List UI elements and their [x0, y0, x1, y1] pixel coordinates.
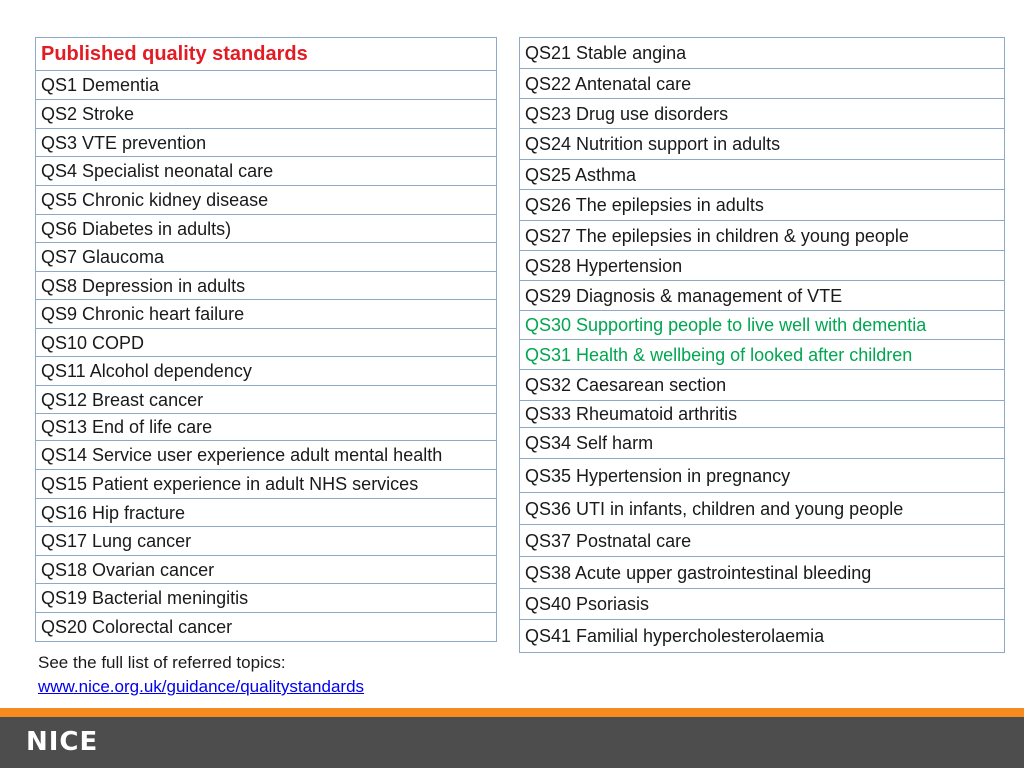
- standard-item: QS5 Chronic kidney disease: [36, 186, 497, 215]
- table-row: [36, 38, 497, 71]
- table-row: [520, 311, 1005, 340]
- standard-item: QS34 Self harm: [520, 428, 1005, 459]
- standard-item: QS15 Patient experience in adult NHS services: [36, 470, 497, 499]
- table-row: [520, 190, 1005, 221]
- standard-item: QS23 Drug use disorders: [520, 99, 1005, 129]
- table-row: [36, 243, 497, 272]
- table-row: [520, 370, 1005, 401]
- standard-item: QS21 Stable angina: [520, 38, 1005, 69]
- table-row: [520, 69, 1005, 99]
- standard-item: QS10 COPD: [36, 329, 497, 357]
- table-row: [36, 584, 497, 613]
- standard-item: QS2 Stroke: [36, 100, 497, 129]
- table-row: [36, 300, 497, 329]
- standard-item: QS35 Hypertension in pregnancy: [520, 459, 1005, 493]
- table-row: [36, 527, 497, 556]
- table-row: [36, 329, 497, 357]
- standard-item: QS1 Dementia: [36, 71, 497, 100]
- table-row: [520, 459, 1005, 493]
- standard-item: QS8 Depression in adults: [36, 272, 497, 300]
- standard-item: QS12 Breast cancer: [36, 386, 497, 414]
- standard-item: QS18 Ovarian cancer: [36, 556, 497, 584]
- published-standards-table-continued: [519, 37, 1005, 653]
- standard-item: QS16 Hip fracture: [36, 499, 497, 527]
- standard-item: QS24 Nutrition support in adults: [520, 129, 1005, 160]
- standard-item: QS37 Postnatal care: [520, 525, 1005, 557]
- orange-divider: [0, 708, 1024, 717]
- standard-item: QS7 Glaucoma: [36, 243, 497, 272]
- standard-item: QS41 Familial hypercholesterolaemia: [520, 620, 1005, 653]
- standard-item: QS28 Hypertension: [520, 251, 1005, 281]
- table-row: [520, 251, 1005, 281]
- table-row: [36, 157, 497, 186]
- table-row: [36, 272, 497, 300]
- table-row: [36, 386, 497, 414]
- table-row: [36, 556, 497, 584]
- standard-item: QS17 Lung cancer: [36, 527, 497, 556]
- standard-item: QS38 Acute upper gastrointestinal bleeding: [520, 557, 1005, 589]
- table-row: [36, 129, 497, 157]
- standard-item: QS36 UTI in infants, children and young people: [520, 493, 1005, 525]
- table-row: [520, 401, 1005, 428]
- standard-item: QS30 Supporting people to live well with dementia: [520, 311, 1005, 340]
- standard-item: QS3 VTE prevention: [36, 129, 497, 157]
- table-row: [520, 620, 1005, 653]
- table-row: [36, 71, 497, 100]
- table-row: [36, 499, 497, 527]
- standard-item: QS9 Chronic heart failure: [36, 300, 497, 329]
- table-row: [36, 441, 497, 470]
- standard-item: QS11 Alcohol dependency: [36, 357, 497, 386]
- standard-item: QS33 Rheumatoid arthritis: [520, 401, 1005, 428]
- standard-item: QS13 End of life care: [36, 414, 497, 441]
- published-standards-table: [35, 37, 497, 642]
- nice-logo: NICE: [26, 727, 99, 757]
- table-row: [520, 38, 1005, 69]
- table-row: [520, 99, 1005, 129]
- footer-bar: [0, 717, 1024, 768]
- table-row: [520, 525, 1005, 557]
- standard-item: QS32 Caesarean section: [520, 370, 1005, 401]
- standard-item: QS14 Service user experience adult mental health: [36, 441, 497, 470]
- standard-item: QS31 Health & wellbeing of looked after children: [520, 340, 1005, 370]
- standard-item: QS27 The epilepsies in children & young people: [520, 221, 1005, 251]
- table-row: [520, 557, 1005, 589]
- table-row: [36, 215, 497, 243]
- table-row: [36, 414, 497, 441]
- table-row: [520, 129, 1005, 160]
- table-row: [36, 186, 497, 215]
- footnote: [38, 651, 364, 699]
- standard-item: QS25 Asthma: [520, 160, 1005, 190]
- table-row: [520, 428, 1005, 459]
- standard-item: QS6 Diabetes in adults): [36, 215, 497, 243]
- standard-item: QS22 Antenatal care: [520, 69, 1005, 99]
- table-row: [36, 100, 497, 129]
- standard-item: QS29 Diagnosis & management of VTE: [520, 281, 1005, 311]
- standard-item: QS19 Bacterial meningitis: [36, 584, 497, 613]
- table-row: [520, 493, 1005, 525]
- table-row: [520, 281, 1005, 311]
- standard-item: QS20 Colorectal cancer: [36, 613, 497, 642]
- table-row: [36, 357, 497, 386]
- table-row: [36, 613, 497, 642]
- standard-item: QS40 Psoriasis: [520, 589, 1005, 620]
- table-row: [520, 340, 1005, 370]
- standard-item: QS26 The epilepsies in adults: [520, 190, 1005, 221]
- table-row: [520, 160, 1005, 190]
- footnote-text: See the full list of referred topics:: [38, 653, 286, 672]
- table-header: Published quality standards: [36, 38, 497, 71]
- quality-standards-link[interactable]: www.nice.org.uk/guidance/qualitystandards: [38, 677, 365, 696]
- table-row: [520, 221, 1005, 251]
- table-row: [520, 589, 1005, 620]
- table-row: [36, 470, 497, 499]
- standard-item: QS4 Specialist neonatal care: [36, 157, 497, 186]
